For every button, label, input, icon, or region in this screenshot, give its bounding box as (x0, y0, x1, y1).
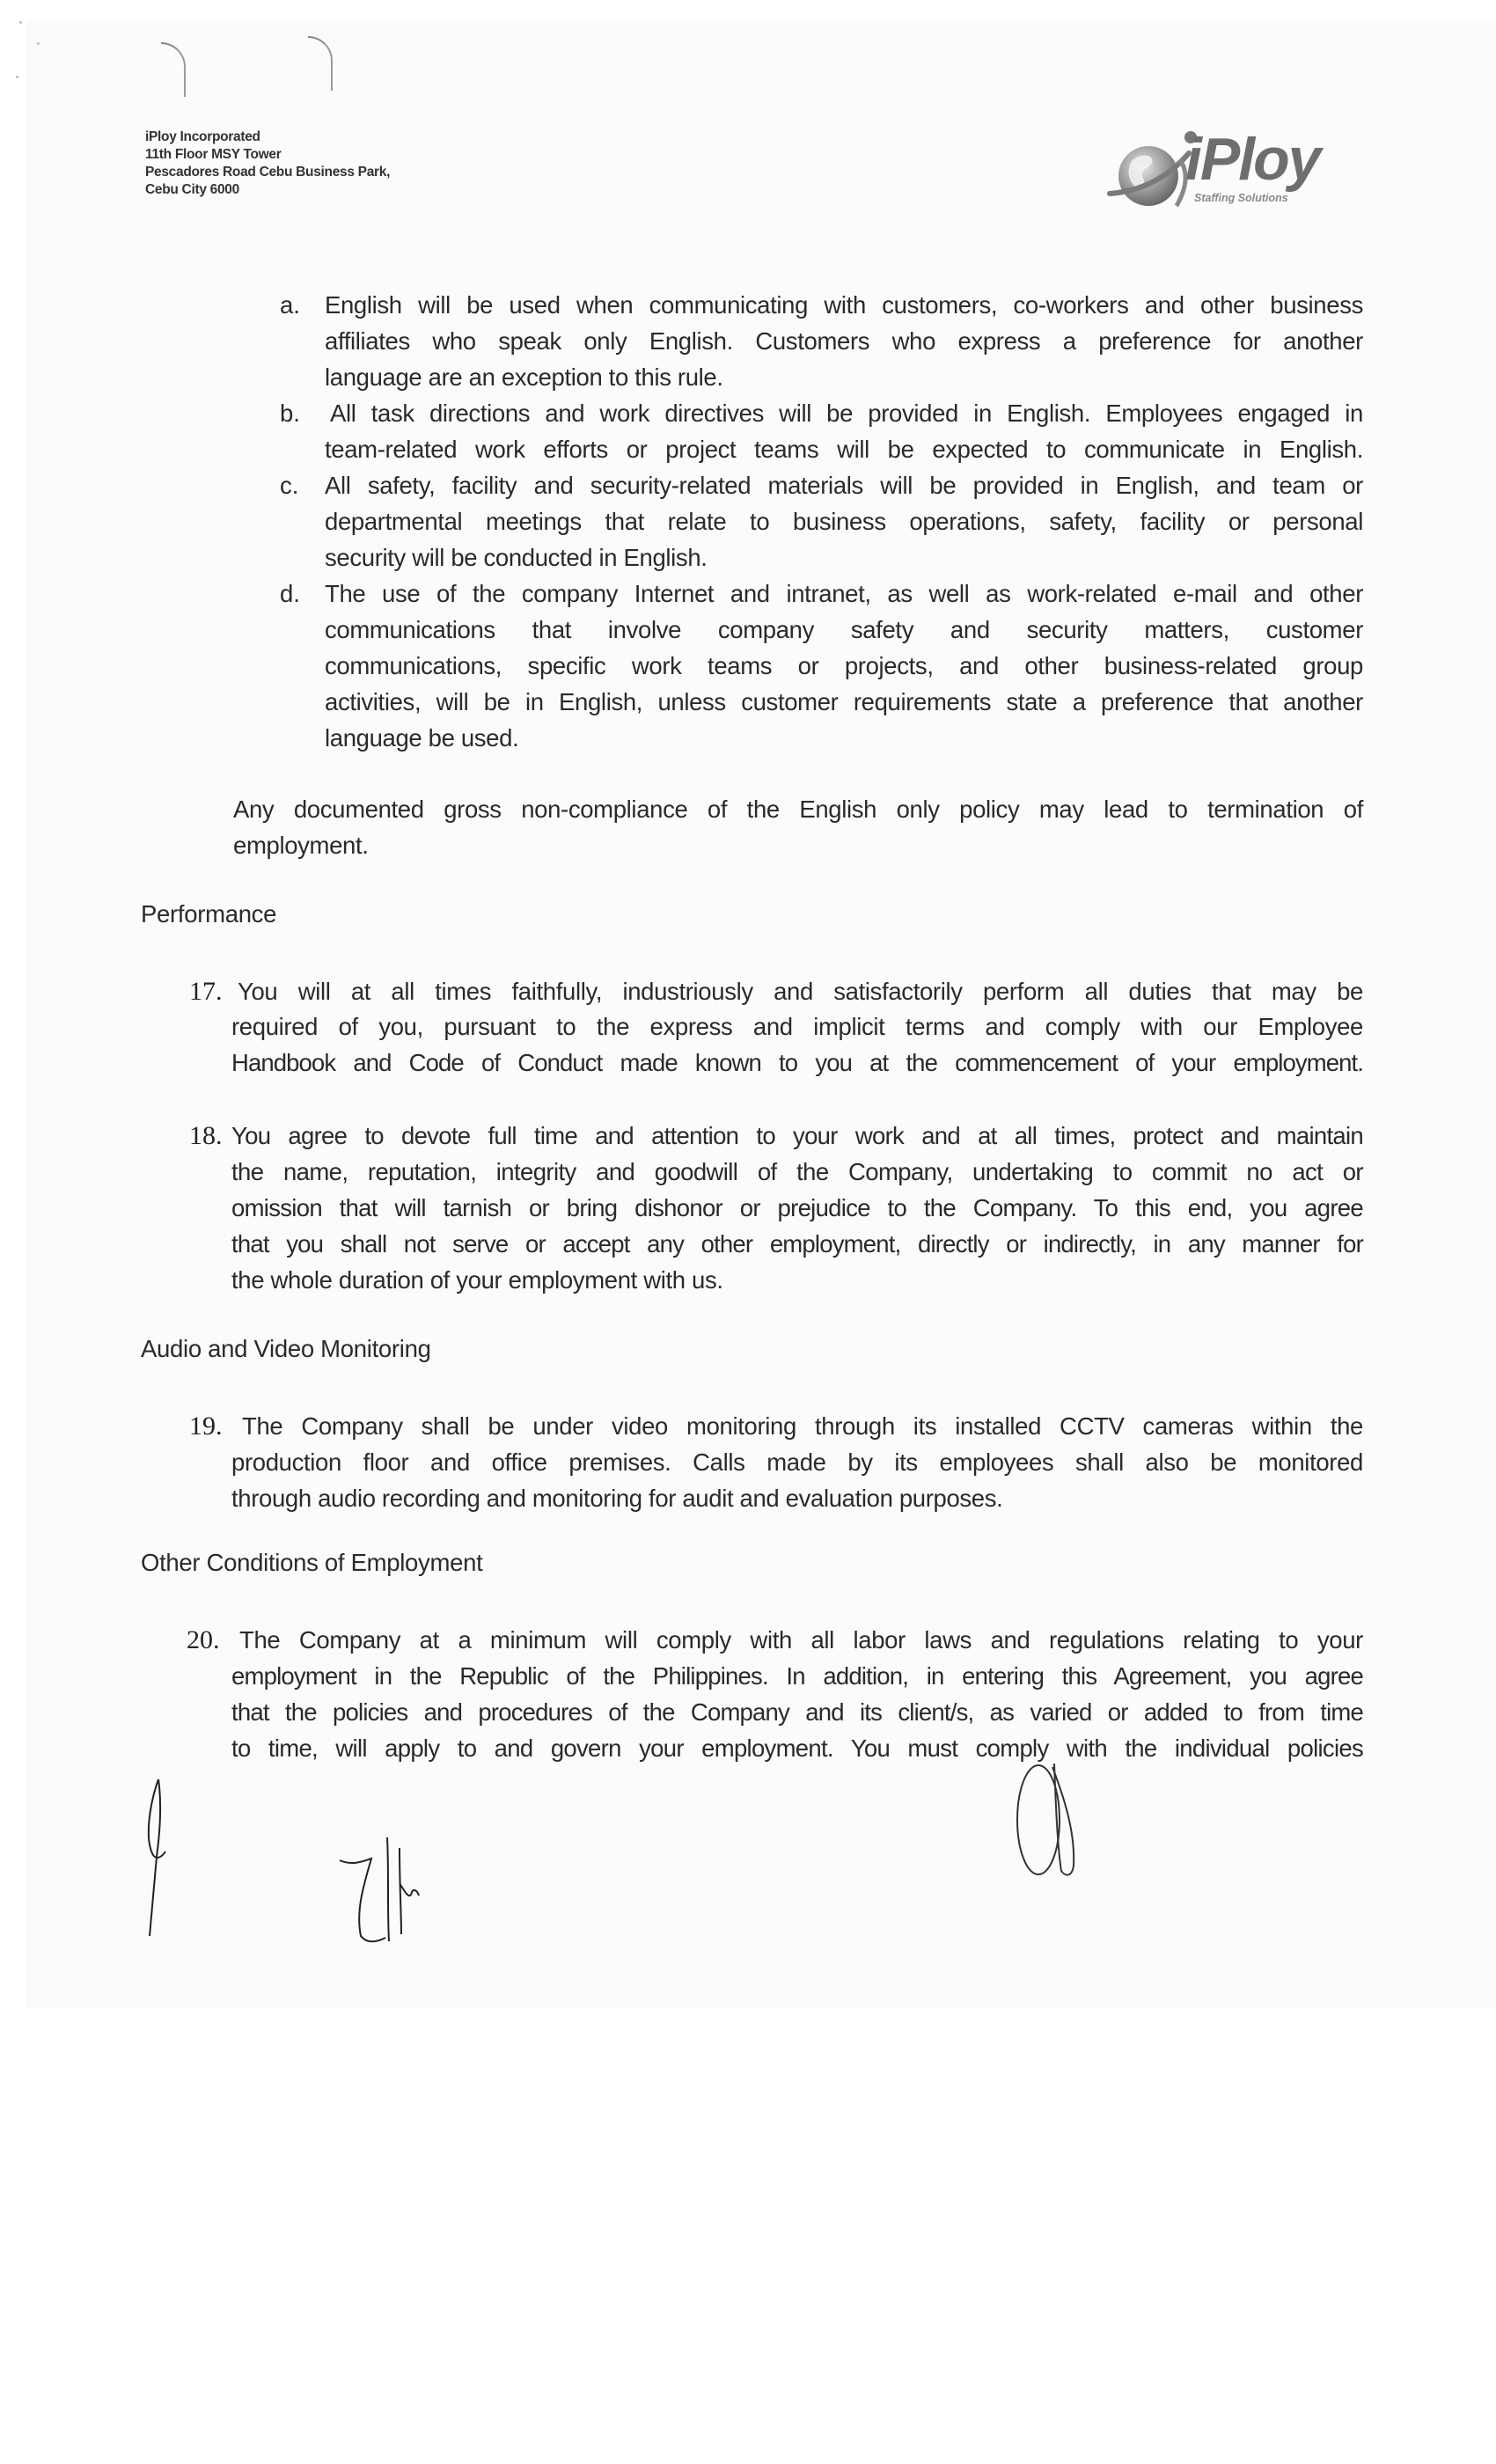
policy-line: affiliates who speak only English. Customers who express a preference for another (325, 327, 1363, 355)
signature-initial-right (1003, 1760, 1109, 1892)
signature-initial-left (141, 1769, 211, 1945)
scan-speck (37, 42, 40, 45)
section-heading: Other Conditions of Employment (141, 1549, 483, 1576)
clause-line: to time, will apply to and govern your employment. You must comply with the individual policies (231, 1734, 1363, 1762)
clause-line: You will at all times faithfully, industriously and satisfactorily perform all duties that may be (238, 978, 1363, 1005)
policy-line: All task directions and work directives will be provided in English. Employees engaged in (330, 400, 1363, 427)
clause-number: 20. (187, 1625, 220, 1654)
policy-line: communications, specific work teams or projects, and other business-related group (325, 652, 1363, 679)
clause-line: employment in the Republic of the Philippines. In addition, in entering this Agreement, you agree (231, 1662, 1363, 1690)
list-marker: d. (280, 580, 300, 607)
clause-number: 18. (189, 1121, 223, 1150)
clause-line: Handbook and Code of Conduct made known to you at the commencement of your employment. (231, 1049, 1363, 1076)
scan-speck (16, 76, 18, 78)
policy-line: language be used. (325, 724, 519, 752)
clause-line: through audio recording and monitoring for audit and evaluation purposes. (231, 1485, 1003, 1512)
company-logo (1104, 125, 1351, 213)
list-marker: c. (280, 472, 299, 499)
signature-initial-middle (334, 1830, 458, 1954)
section-heading: Performance (141, 900, 277, 928)
list-marker: b. (280, 400, 300, 427)
scan-speck (19, 21, 22, 24)
clause-line: the name, reputation, integrity and goodwill of the Company, undertaking to commit no act or (231, 1158, 1363, 1185)
policy-line: English will be used when communicating with customers, co-workers and other business (325, 291, 1363, 319)
policy-closing-line: Any documented gross non-compliance of the English only policy may lead to termination of (233, 796, 1363, 823)
clause-number: 19. (189, 1412, 223, 1441)
policy-line: security will be conducted in English. (325, 544, 708, 571)
policy-closing-line: employment. (233, 832, 369, 859)
clause-line: that you shall not serve or accept any other employment, directly or indirectly, in any manner for (231, 1230, 1363, 1258)
logo-wordmark: iPloy (1185, 126, 1320, 193)
list-marker: a. (280, 291, 300, 319)
clause-line: The Company at a minimum will comply with all labor laws and regulations relating to your (239, 1626, 1363, 1654)
policy-line: team-related work efforts or project teams will be expected to communicate in English. (325, 436, 1363, 463)
address-line: Pescadores Road Cebu Business Park, (145, 165, 391, 180)
company-address (145, 128, 390, 199)
policy-line: communications that involve company safety and security matters, customer (325, 616, 1363, 643)
policy-line: The use of the company Internet and intranet, as well as work-related e-mail and other (325, 580, 1363, 607)
section-heading: Audio and Video Monitoring (141, 1335, 431, 1362)
clause-line: the whole duration of your employment with us. (231, 1266, 723, 1294)
address-line: Cebu City 6000 (145, 182, 239, 197)
clause-number: 17. (189, 977, 223, 1006)
policy-line: language are an exception to this rule. (325, 363, 723, 391)
clause-line: You agree to devote full time and attention to your work and at all times, protect and maintain (231, 1122, 1363, 1149)
address-line: iPloy Incorporated (145, 129, 260, 144)
policy-line: All safety, facility and security-related materials will be provided in English, and team or (325, 472, 1363, 499)
clause-line: omission that will tarnish or bring dishonor or prejudice to the Company. To this end, you agree (231, 1194, 1363, 1221)
logo-tagline: Staffing Solutions (1194, 192, 1288, 204)
clause-line: required of you, pursuant to the express and implicit terms and comply with our Employee (231, 1013, 1363, 1040)
clause-line: that the policies and procedures of the Company and its client/s, as varied or added to from time (231, 1698, 1363, 1726)
address-line: 11th Floor MSY Tower (145, 147, 282, 162)
policy-line: activities, will be in English, unless customer requirements state a preference that another (325, 688, 1363, 715)
clause-line: production floor and office premises. Calls made by its employees shall also be monitored (231, 1448, 1363, 1476)
policy-line: departmental meetings that relate to business operations, safety, facility or personal (325, 508, 1363, 535)
clause-line: The Company shall be under video monitoring through its installed CCTV cameras within the (242, 1412, 1363, 1440)
